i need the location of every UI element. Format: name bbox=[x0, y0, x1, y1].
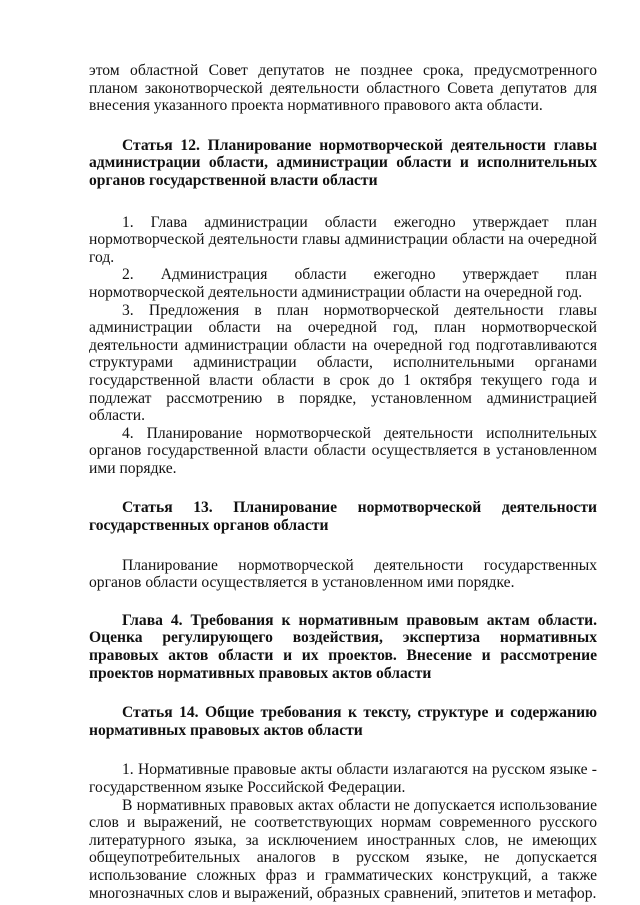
article-14-heading: Статья 14. Общие требования к тексту, структуре и содержанию нормативных правовых актов области bbox=[89, 704, 597, 739]
chapter-4-heading: Глава 4. Требования к нормативным правовым актам области. Оценка регулирующего воздействия, экспертиза нормативных правовых актов области и их проектов. Внесение и рассмотрение проектов нормативных правовых актов области bbox=[89, 611, 597, 682]
article-14-item-1: 1. Нормативные правовые акты области излагаются на русском языке - государственном языке Российской Федерации. bbox=[89, 761, 597, 796]
paragraph-continuation: этом областной Совет депутатов не позднее срока, предусмотренного планом законотворческой деятельности областного Совета депутатов для внесения указанного проекта нормативного правового акта области. bbox=[89, 62, 597, 115]
article-12-item-2: 2. Администрация области ежегодно утверждает план нормотворческой деятельности администрации области на очередной год. bbox=[89, 266, 597, 301]
article-12-item-3: 3. Предложения в план нормотворческой деятельности главы администрации области на очередной год, план нормотворческой деятельности администрации области на очередной год подготавливаются структурами администрации области, исполнительными органами государственной власти области в срок до 1 октября текущего года и подлежат рассмотрению в порядке, установленном администрацией области. bbox=[89, 301, 597, 425]
article-12-item-1: 1. Глава администрации области ежегодно утверждает план нормотворческой деятельности главы администрации области на очередной год. bbox=[89, 213, 597, 266]
article-14-item-1-continued: В нормативных правовых актах области не допускается использование слов и выражений, не соответствующих нормам современного русского литературного языка, за исключением иностранных слов, не имеющих общеупотребительных аналогов в русском языке, не допускается использование сложных фраз и грамматических конструкций, а также многозначных слов и выражений, образных сравнений, эпитетов и метафор. bbox=[89, 796, 597, 902]
document-page bbox=[89, 62, 597, 902]
article-13-text: Планирование нормотворческой деятельности государственных органов области осуществляется в установленном ими порядке. bbox=[89, 556, 597, 592]
article-13-heading: Статья 13. Планирование нормотворческой деятельности государственных органов области bbox=[89, 499, 597, 535]
article-12-item-4: 4. Планирование нормотворческой деятельности исполнительных органов государственной власти области осуществляется в установленном ими порядке. bbox=[89, 424, 597, 477]
article-12-heading: Статья 12. Планирование нормотворческой деятельности главы администрации области, администрации области и исполнительных органов государственной власти области bbox=[89, 136, 597, 189]
